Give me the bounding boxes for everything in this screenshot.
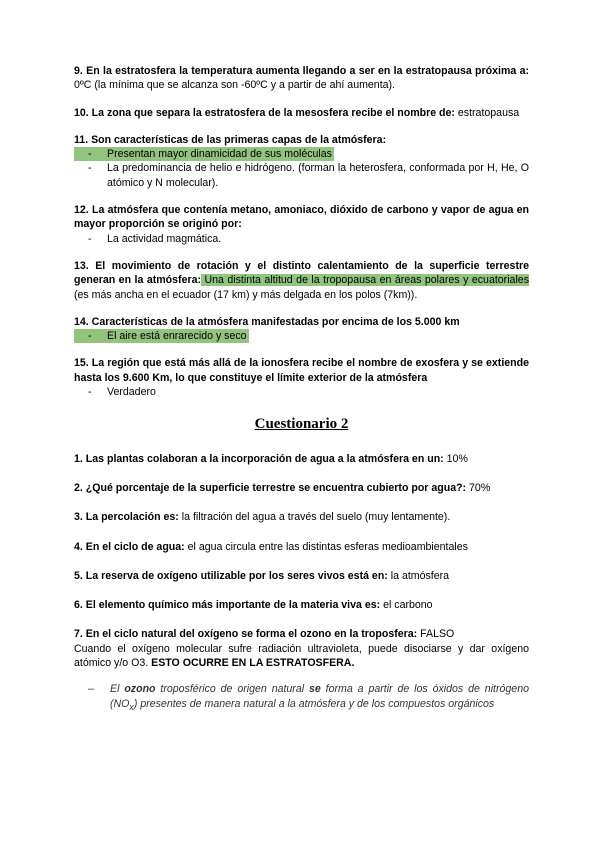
answer-item: - Verdadero: [88, 385, 529, 399]
question-label: 6. El elemento químico más importante de la materia viva es:: [74, 599, 381, 612]
question-label: 9. En la estratosfera la temperatura aumenta llegando a ser en la estratopausa próxima a:: [74, 65, 529, 77]
ozone-bullet: [88, 682, 529, 714]
c2-question-1: [74, 452, 529, 466]
question-label: 14. Características de la atmósfera manifestadas por encima de los 5.000 km: [74, 315, 460, 328]
c2-question-7: [74, 627, 529, 670]
answer-item: - La actividad magmática.: [88, 232, 529, 246]
answer-text: FALSO: [417, 628, 455, 641]
question-label: 12. La atmósfera que contenía metano, amoniaco, dióxido de carbono y vapor de agua en mayor proporción se originó por:: [74, 204, 529, 231]
question-12: [74, 203, 529, 246]
answer-text: el agua circula entre las distintas esferas medioambientales: [184, 540, 468, 553]
answer-text: 70%: [466, 481, 491, 494]
question-10: [74, 106, 529, 120]
question-15: [74, 356, 529, 399]
answer-text: la filtración del agua a través del suelo (muy lentamente).: [178, 511, 451, 524]
answer-item-highlighted: - El aire está enrarecido y seco: [74, 329, 249, 343]
bullet-bold-term: se: [308, 683, 321, 696]
question-line: [74, 627, 529, 641]
question-label: 13. El movimiento de rotación y el distinto calentamiento de la superficie terrestre generan en la atmósfera:: [74, 259, 529, 287]
explanation-emphasis: ESTO OCURRE EN LA ESTRATOSFERA.: [151, 657, 355, 670]
c2-question-3: [74, 510, 529, 524]
answer-item: - La predominancia de helio e hidrógeno. (forman la heterosfera, conformada por H, He, O atómico y N molecular).: [88, 161, 529, 190]
bullet-text: forma a partir de los óxidos de nitrógeno (NO: [110, 683, 529, 710]
question-label: 15. La región que está más allá de la ionosfera recibe el nombre de exosfera y se extiende hasta los 9.600 Km, lo que constituye el límite exterior de la atmósfera: [74, 357, 529, 384]
c2-question-5: [74, 569, 529, 583]
answer-text: el carbono: [380, 599, 433, 612]
bullet-bold-term: ozono: [124, 683, 156, 696]
question-label: 10. La zona que separa la estratosfera de la mesosfera recibe el nombre de:: [74, 106, 455, 119]
answer-text: la atmósfera: [387, 569, 450, 582]
bullet-subscript: x: [129, 701, 134, 712]
answer-list: [74, 329, 529, 343]
question-label: 7. En el ciclo natural del oxígeno se forma el ozono en la troposfera:: [74, 628, 418, 641]
bullet-text: troposférico de origen natural: [155, 683, 309, 696]
question-label: 11. Son características de las primeras capas de la atmósfera:: [74, 133, 387, 146]
question-9: [74, 64, 529, 93]
answer-list: [74, 385, 529, 399]
section-title: Cuestionario 2: [254, 416, 349, 433]
c2-question-6: [74, 598, 529, 612]
answer-text: estratopausa: [454, 106, 520, 119]
c2-question-2: [74, 481, 529, 495]
answer-text: 0ºC (la mínima que se alcanza son -60ºC y a partir de ahí aumenta).: [74, 79, 395, 92]
answer-highlighted: Una distinta altitud de la tropopausa en áreas polares y ecuatoriales: [201, 274, 529, 287]
question-label: 5. La reserva de oxígeno utilizable por los seres vivos está en:: [74, 569, 388, 582]
explanation-text: [74, 642, 529, 671]
document-page: [74, 64, 529, 714]
question-label: 4. En el ciclo de agua:: [74, 540, 185, 553]
answer-list: [74, 147, 529, 190]
question-label: 2. ¿Qué porcentaje de la superficie terrestre se encuentra cubierto por agua?:: [74, 481, 467, 494]
answer-text: (es más ancha en el ecuador (17 km) y más delgada en los polos (7km)).: [74, 288, 418, 301]
answer-text: 10%: [443, 452, 468, 465]
question-label: 3. La percolación es:: [74, 511, 179, 524]
question-13: [74, 259, 529, 302]
explanation-body: Cuando el oxígeno molecular sufre radiación ultravioleta, puede disociarse y dar oxígeno atómico y/o O3.: [74, 642, 529, 670]
answer-item-highlighted: - Presentan mayor dinamicidad de sus moléculas: [74, 147, 334, 161]
bullet-text: El: [110, 683, 125, 696]
ozone-bullet-list: [74, 682, 529, 714]
question-11: [74, 133, 529, 190]
question-label: 1. Las plantas colaboran a la incorporación de agua a la atmósfera en un:: [74, 452, 444, 465]
bullet-text: ) presentes de manera natural a la atmósfera y de los compuestos orgánicos: [133, 697, 495, 710]
answer-list: [74, 232, 529, 246]
c2-question-4: [74, 540, 529, 554]
question-14: [74, 315, 529, 344]
